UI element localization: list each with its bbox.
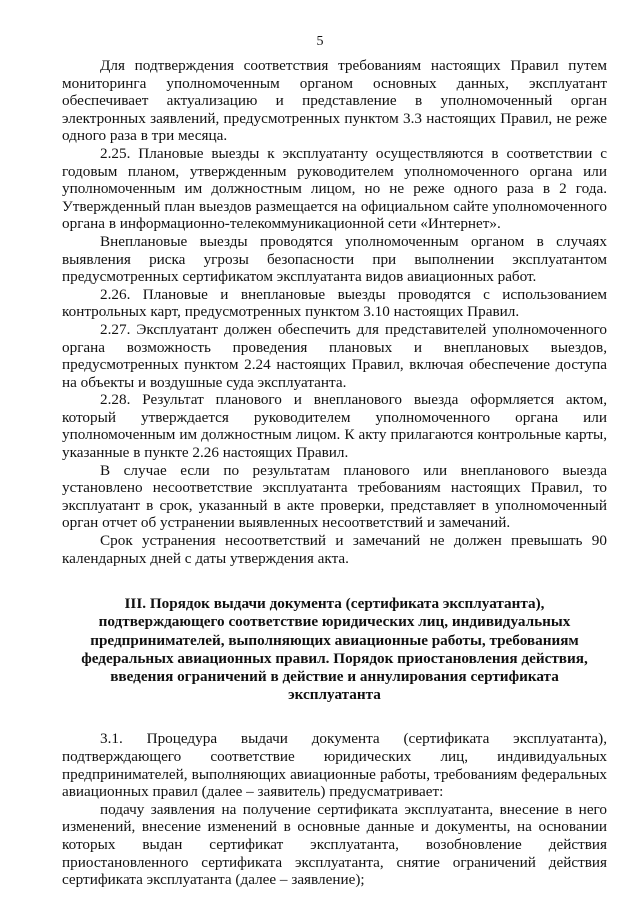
document-body bbox=[62, 57, 607, 889]
paragraph-unplanned-visits: Внеплановые выезды проводятся уполномоченным органом в случаях выявления риска угрозы безопасности при выполнении эксплуатантом предусмотренных сертификатом эксплуатанта видов авиационных работ. bbox=[62, 232, 607, 286]
paragraph-2-27: 2.27. Эксплуатант должен обеспечить для представителей уполномоченного органа возможность проведения плановых и внеплановых выездов, предусмотренных пунктом 2.24 настоящих Правил, включая обеспечение доступа на объекты и воздушные суда эксплуатанта. bbox=[62, 320, 607, 391]
paragraph-2-28: 2.28. Результат планового и внепланового выезда оформляется актом, который утверждается руководителем уполномоченного органа или уполномоченным им должностным лицом. К акту прилагаются контрольные карты, указанные в пункте 2.26 настоящих Правил. bbox=[62, 391, 607, 462]
paragraph-deadline: Срок устранения несоответствий и замечаний не должен превышать 90 календарных дней с даты утверждения акта. bbox=[62, 532, 607, 567]
paragraph-3-1: 3.1. Процедура выдачи документа (сертификата эксплуатанта), подтверждающего соответствие юридических лиц, индивидуальных предпринимателей, выполняющих авиационные работы, требованиям федеральных авиационных правил (далее – заявитель) предусматривает: bbox=[62, 730, 607, 801]
paragraph-2-26: 2.26. Плановые и внеплановые выезды проводятся с использованием контрольных карт, предусмотренных пунктом 3.10 настоящих Правил. bbox=[62, 285, 607, 321]
section-heading: III. Порядок выдачи документа (сертификата эксплуатанта), подтверждающего соответствие юридических лиц, индивидуальных предпринимателей, выполняющих авиационные работы, требованиям федеральных авиационных правил. Порядок приостановления действия, введения ограничений в действие и аннулирования сертификата эксплуатанта bbox=[81, 595, 588, 704]
paragraph-nonconformity: В случае если по результатам планового или внепланового выезда установлено несоответствие эксплуатанта требованиям настоящих Правил, то эксплуатант в срок, указанный в акте проверки, представляет в уполномоченный орган отчет об устранении выявленных несоответствий и замечаний. bbox=[62, 461, 607, 532]
paragraph-application: подачу заявления на получение сертификата эксплуатанта, внесение в него изменений, внесение изменений в основные данные и документы, на основании которых выдан сертификат эксплуатанта, возобновление действия приостановленного сертификата эксплуатанта, снятие ограничений действия сертификата эксплуатанта (далее – заявление); bbox=[62, 800, 607, 889]
paragraph-monitoring: Для подтверждения соответствия требованиям настоящих Правил путем мониторинга уполномоченным органом основных данных, эксплуатант обеспечивает актуализацию и представление в уполномоченный орган электронных заявлений, предусмотренных пунктом 3.3 настоящих Правил, не реже одного раза в три месяца. bbox=[62, 57, 607, 145]
paragraph-2-25: 2.25. Плановые выезды к эксплуатанту осуществляются в соответствии с годовым планом, утвержденным руководителем уполномоченного органа или уполномоченным им должностным лицом, но не реже одного раза в 2 года. Утвержденный план выездов размещается на официальном сайте уполномоченного органа в информационно-телекоммуникационной сети «Интернет». bbox=[62, 144, 607, 233]
page-number: 5 bbox=[316, 34, 324, 49]
